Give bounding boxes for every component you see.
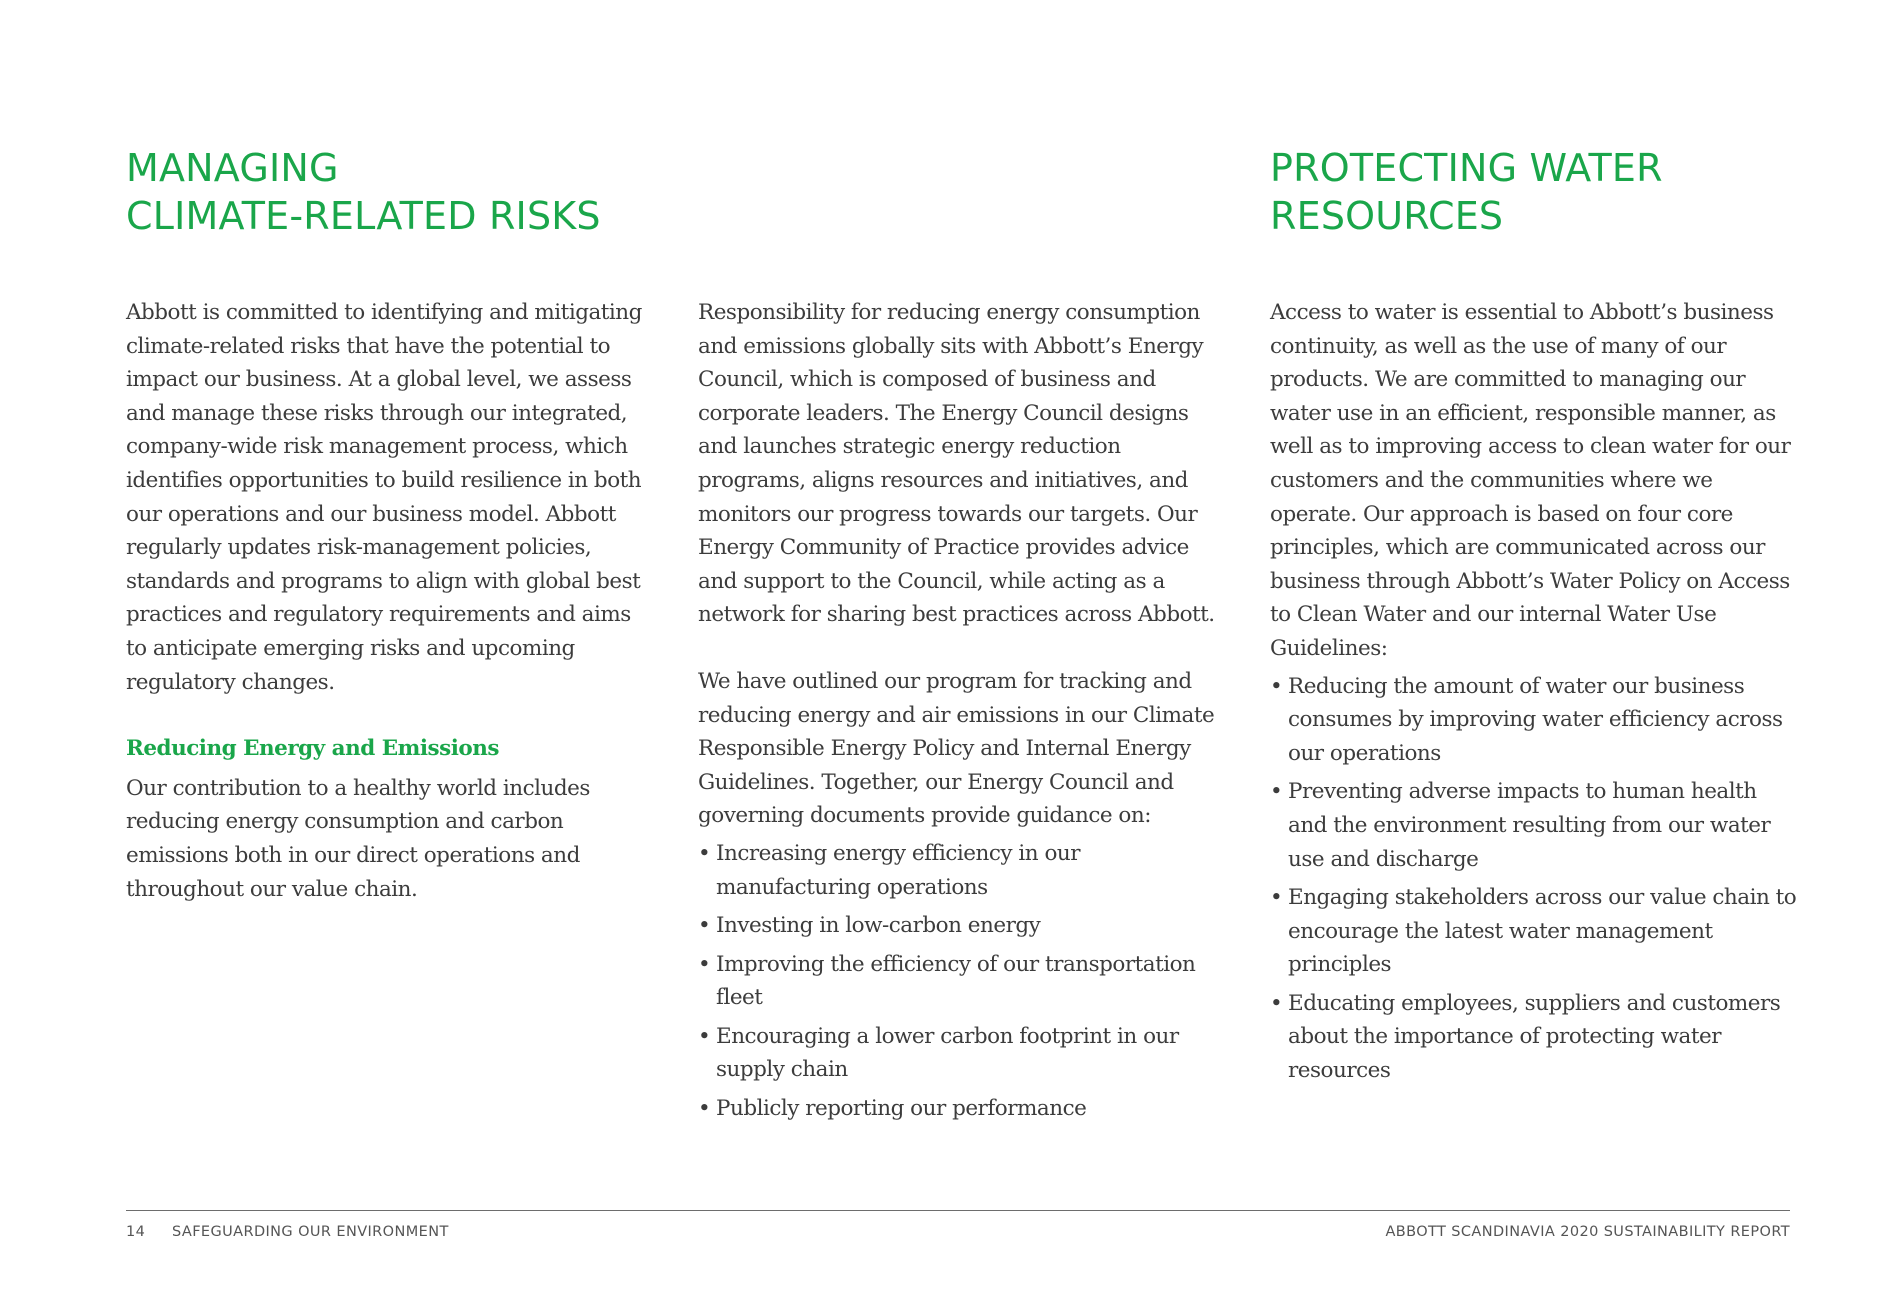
energy-contribution-paragraph: Our contribution to a healthy world includes reducing energy consumption and carbon emissions both in our direct operations and throughout our value chain. — [126, 775, 590, 902]
list-item — [1270, 987, 1800, 1088]
text-column-water-resources — [1270, 296, 1800, 1093]
list-item — [698, 909, 1223, 943]
list-item-text: Reducing the amount of water our business consumes by improving water efficiency across our operations — [1288, 673, 1783, 766]
bullet-icon: • — [1270, 990, 1283, 1016]
energy-guidance-list — [698, 837, 1223, 1126]
subheading-reducing-energy: Reducing Energy and Emissions — [126, 736, 499, 762]
bullet-icon: • — [698, 951, 711, 977]
list-item-text: Investing in low-carbon energy — [716, 913, 1041, 939]
energy-program-paragraph: We have outlined our program for tracking and reducing energy and air emissions in our Climate Responsible Energy Policy and Internal Energy Guidelines. Together, our Energy Council and governing documents provide guidance on: — [698, 668, 1215, 829]
page-number: 14 — [126, 1224, 146, 1240]
list-item — [698, 1020, 1223, 1087]
footer-section-title: SAFEGUARDING OUR ENVIRONMENT — [172, 1224, 449, 1240]
list-item-text: Increasing energy efficiency in our manufacturing operations — [716, 840, 1081, 900]
list-item-text: Publicly reporting our performance — [716, 1096, 1087, 1122]
list-item-text: Engaging stakeholders across our value chain to encourage the latest water management principles — [1288, 885, 1797, 978]
list-item — [1270, 670, 1800, 771]
heading-line: MANAGING — [126, 146, 339, 190]
bullet-icon: • — [1270, 779, 1283, 805]
text-column-climate-risks — [126, 296, 651, 906]
bullet-icon: • — [1270, 673, 1283, 699]
list-item — [1270, 881, 1800, 982]
list-item — [698, 837, 1223, 904]
bullet-icon: • — [1270, 885, 1283, 911]
list-item-text: Encouraging a lower carbon footprint in our supply chain — [716, 1023, 1179, 1083]
heading-line: PROTECTING WATER — [1270, 146, 1663, 190]
footer-report-title: ABBOTT SCANDINAVIA 2020 SUSTAINABILITY REPORT — [1385, 1224, 1790, 1240]
list-item-text: Educating employees, suppliers and customers about the importance of protecting water resources — [1288, 990, 1781, 1084]
text-column-energy-council — [698, 296, 1223, 1131]
heading-line: CLIMATE-RELATED RISKS — [126, 194, 601, 238]
climate-risks-paragraph: Abbott is committed to identifying and mitigating climate-related risks that have the potential to impact our business. At a global level, we assess and manage these risks through our integrated, company-wide risk management process, which identifies opportunities to build resilience in both our operations and our business model. Abbott regularly updates risk-management policies, standards and programs to align with global best practices and regulatory requirements and aims to anticipate emerging risks and upcoming regulatory changes. — [126, 300, 642, 695]
section-heading-climate-risks — [126, 144, 601, 240]
list-item — [1270, 775, 1800, 876]
list-item-text: Preventing adverse impacts to human health and the environment resulting from our water use and discharge — [1288, 779, 1771, 872]
water-access-paragraph: Access to water is essential to Abbott’s business continuity, as well as the use of many of our products. We are committed to managing our water use in an efficient, responsible manner, as well as to improving access to clean water for our customers and the communities where we operate. Our approach is based on four core principles, which are communicated across our business through Abbott’s Water Policy on Access to Clean Water and our internal Water Use Guidelines: — [1270, 300, 1791, 661]
energy-council-paragraph: Responsibility for reducing energy consumption and emissions globally sits with Abbott’s Energy Council, which is composed of business and corporate leaders. The Energy Council designs and launches strategic energy reduction programs, aligns resources and initiatives, and monitors our progress towards our targets. Our Energy Community of Practice provides advice and support to the Council, while acting as a network for sharing best practices across Abbott. — [698, 300, 1215, 628]
list-item-text: Improving the efficiency of our transportation fleet — [716, 951, 1196, 1011]
list-item — [698, 948, 1223, 1015]
section-heading-water-resources — [1270, 144, 1663, 240]
bullet-icon: • — [698, 1023, 711, 1049]
footer-divider — [126, 1210, 1790, 1211]
water-principles-list — [1270, 670, 1800, 1088]
bullet-icon: • — [698, 1096, 711, 1122]
list-item — [698, 1092, 1223, 1126]
heading-line: RESOURCES — [1270, 194, 1504, 238]
bullet-icon: • — [698, 913, 711, 939]
bullet-icon: • — [698, 840, 711, 866]
